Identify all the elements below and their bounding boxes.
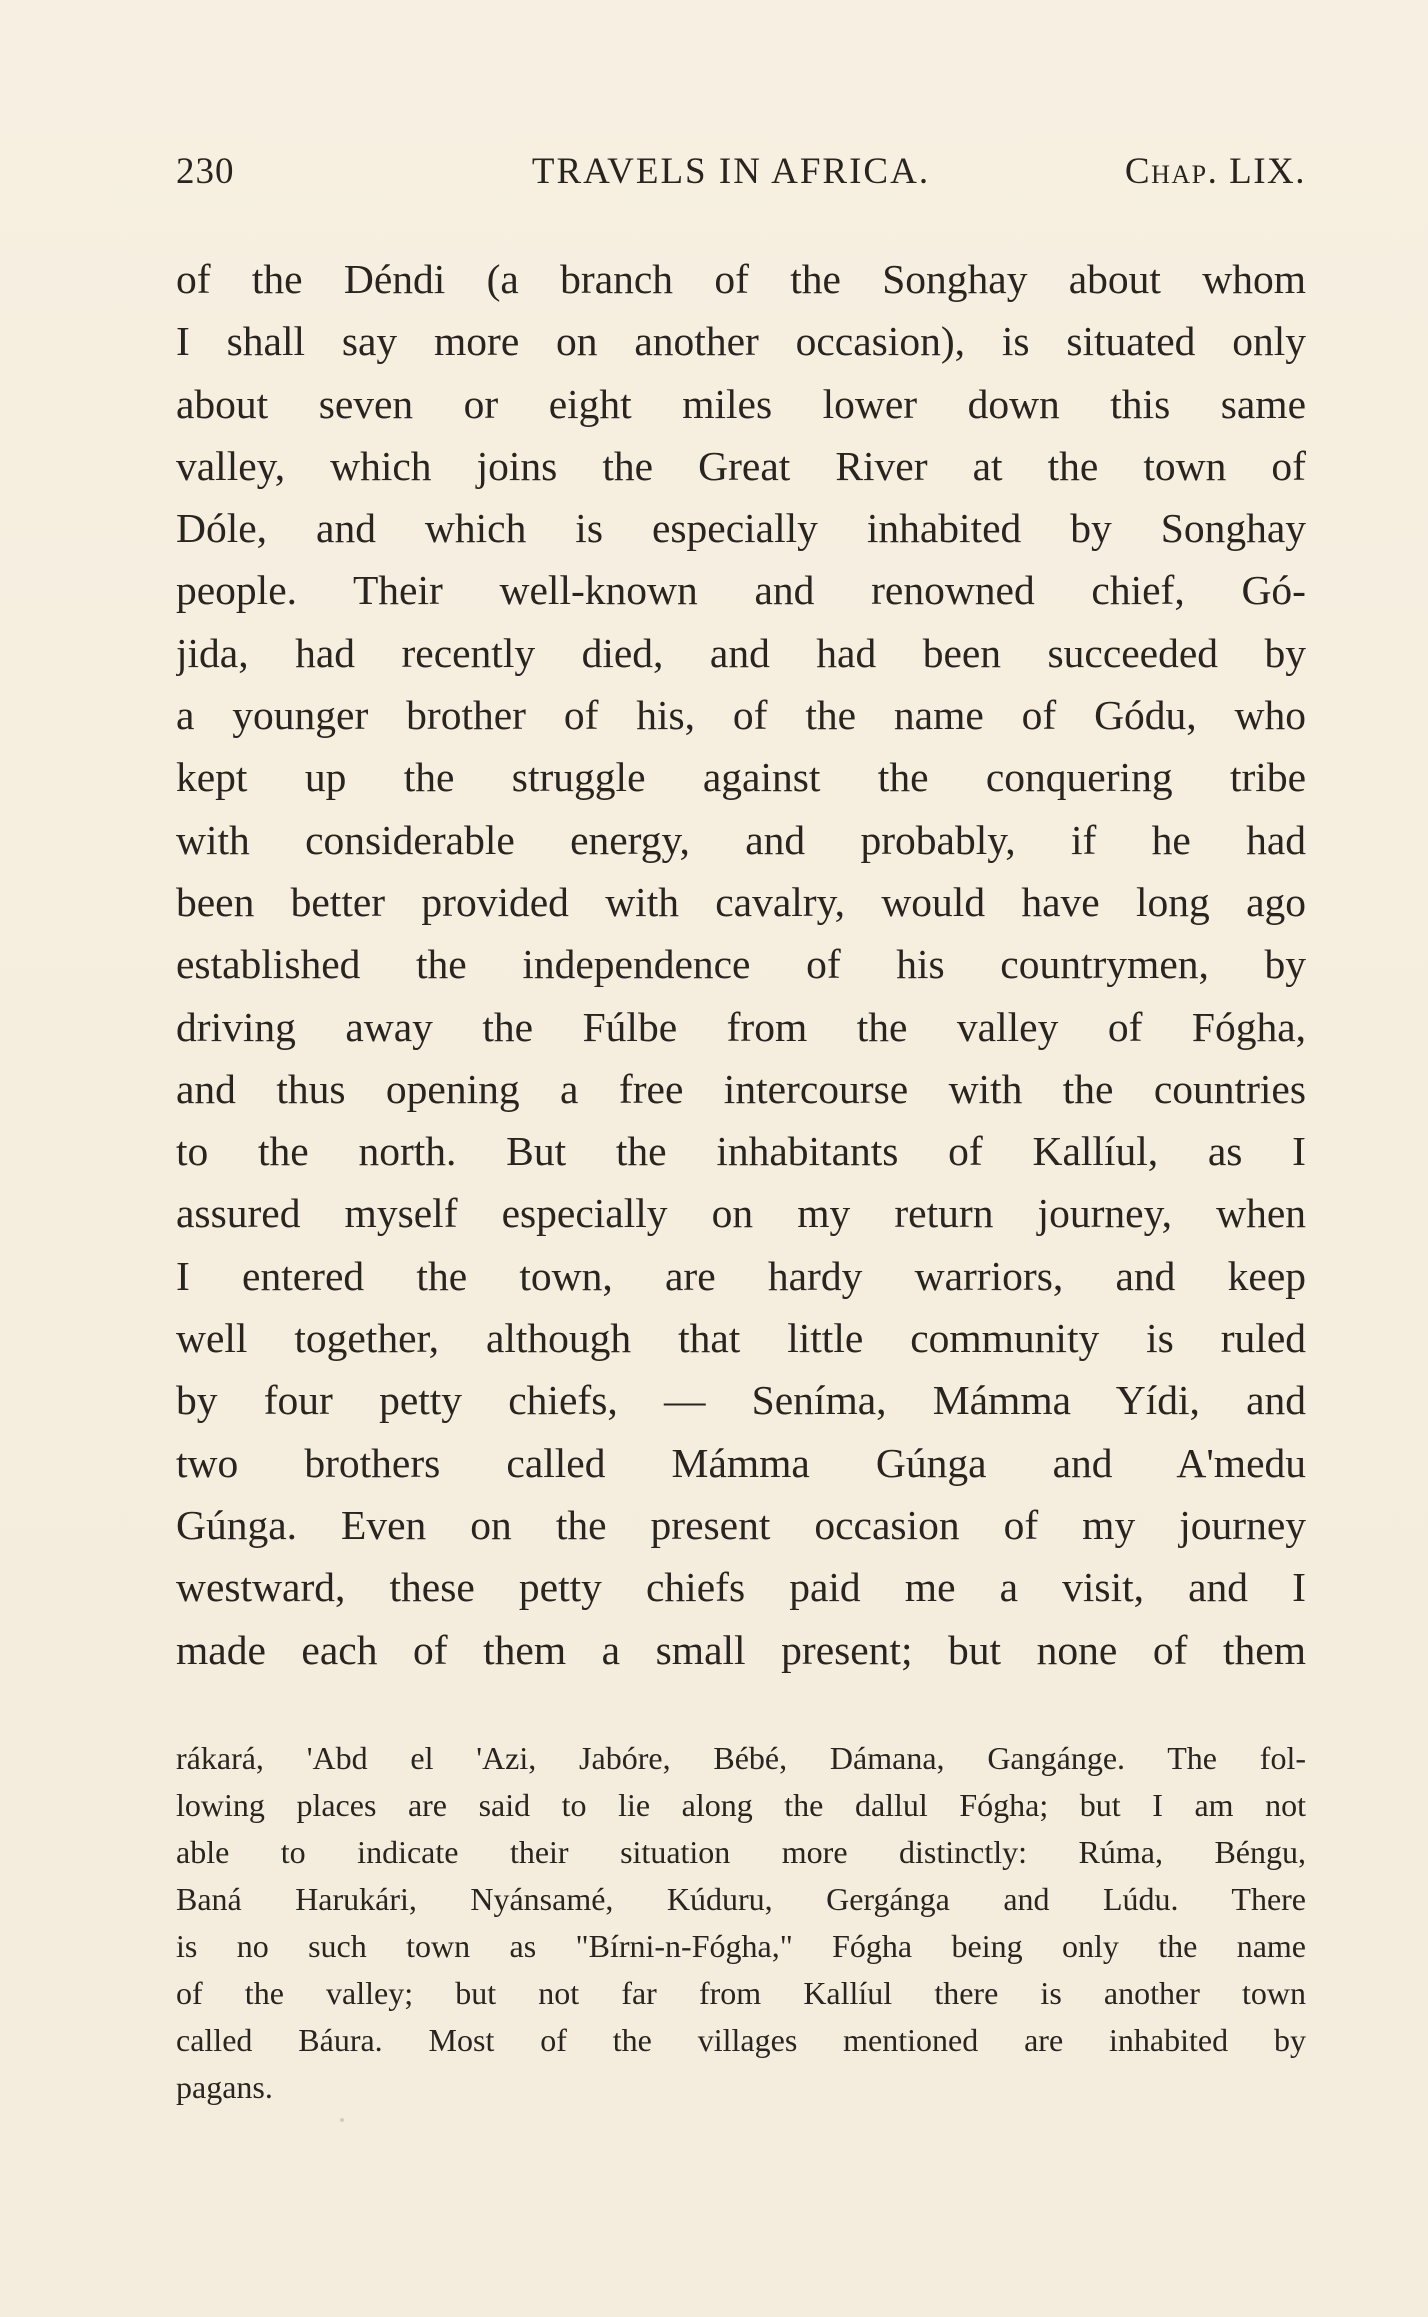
text-line: about seven or eight miles lower down this same [176,380,1306,427]
text-line: two brothers called Mámma Gúnga and A'medu [176,1439,1306,1486]
body-text [176,248,1306,1681]
text-line: with considerable energy, and probably, if he had [176,816,1306,863]
footnote-line: able to indicate their situation more distinctly: Rúma, Béngu, [176,1834,1306,1870]
footnote-line: pagans. [176,2069,273,2105]
text-line: established the independence of his countrymen, by [176,941,1306,988]
text-line: driving away the Fúlbe from the valley of Fógha, [176,1003,1306,1050]
text-line: and thus opening a free intercourse with the countries [176,1065,1306,1112]
footnote-line: is no such town as "Bírni-n-Fógha," Fógha being only the name [176,1928,1306,1964]
footnote-line: Baná Harukári, Nyánsamé, Kúduru, Gergánga and Lúdu. There [176,1881,1306,1917]
footnote-line: of the valley; but not far from Kallíul there is another town [176,1975,1306,2011]
text-line: assured myself especially on my return journey, when [176,1190,1306,1237]
text-line: Dóle, and which is especially inhabited by Songhay [176,505,1306,552]
paper-speck [340,2118,344,2122]
text-line: of the Déndi (a branch of the Songhay about whom [176,256,1306,302]
footnote-line: called Báura. Most of the villages mentioned are inhabited by [176,2022,1306,2058]
text-line: jida, had recently died, and had been succeeded by [176,629,1306,676]
chapter-reference: Chap. LIX. [1124,151,1306,192]
text-line: people. Their well-known and renowned chief, Gó- [176,567,1306,614]
text-line: I shall say more on another occasion), is situated only [176,318,1306,365]
text-line: made each of them a small present; but none of them [176,1626,1306,1673]
running-title: TRAVELS IN AFRICA. [531,151,931,192]
footnote-line: rákará, 'Abd el 'Azi, Jabóre, Bébé, Dámana, Gangánge. The fol- [176,1740,1306,1776]
text-line: kept up the struggle against the conquering tribe [176,754,1306,801]
running-head [176,150,1306,200]
text-line: Gúnga. Even on the present occasion of my journey [176,1501,1306,1548]
text-line: to the north. But the inhabitants of Kallíul, as I [176,1128,1306,1175]
text-line: a younger brother of his, of the name of Gódu, who [176,692,1306,739]
text-line: well together, although that little community is ruled [176,1315,1306,1362]
page-number: 230 [176,151,235,192]
text-line: westward, these petty chiefs paid me a visit, and I [176,1564,1306,1611]
text-line: valley, which joins the Great River at the town of [176,442,1306,489]
footnote [176,1735,1306,2111]
text-line: I entered the town, are hardy warriors, and keep [176,1252,1306,1299]
text-line: been better provided with cavalry, would have long ago [176,878,1306,925]
text-line: by four petty chiefs, — Seníma, Mámma Yídi, and [176,1377,1306,1424]
footnote-line: lowing places are said to lie along the dallul Fógha; but I am not [176,1787,1306,1823]
